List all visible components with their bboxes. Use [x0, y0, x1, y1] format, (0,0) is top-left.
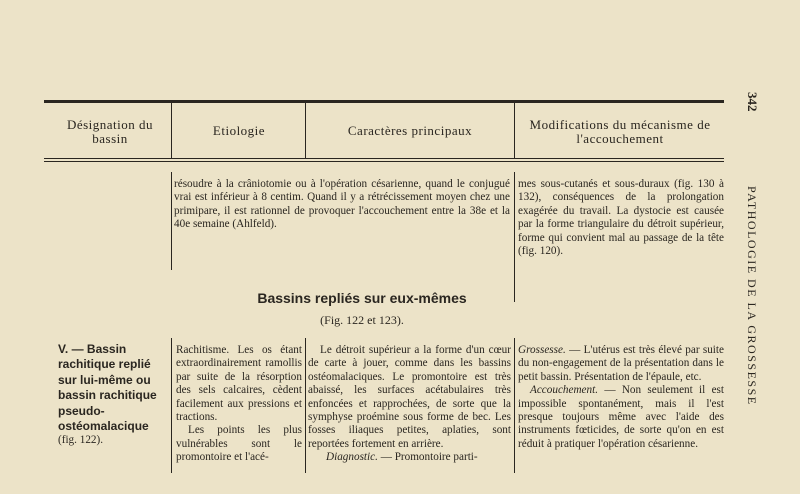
- row-v-etiologie-p2: Les points les plus vulnérables sont le promontoire et l'acé-: [176, 424, 302, 464]
- row-v-caracteres-text: Le détroit supérieur a la forme d'un cœur de carte à jouer, comme dans les bassins ostéomalaciques. Le promontoire est très abaissé, les surfaces acétabulaires très enfoncées et rapprochées, de sorte que la symphyse proémine sous forme de bec. Les fosses iliaques petites, aplaties, sont reportées fortement en arrière.: [308, 344, 511, 450]
- row-v-grossesse: [518, 344, 724, 384]
- header-caracteres: Caractères principaux: [347, 123, 473, 138]
- table-header-bottom-rule: [44, 158, 724, 159]
- header-divider-3: [514, 103, 515, 158]
- row-v-accouchement-text: — Non seulement il est impossible spontanément, mais il l'est presque toujours même avec l'aide des instruments fœticides, de sorte qu'on en est réduit à pratiquer l'opération césarienne.: [518, 384, 724, 450]
- row-v-divider-3: [514, 338, 515, 473]
- section-subtitle: (Fig. 122 et 123).: [320, 313, 404, 327]
- header-divider-2: [305, 103, 306, 158]
- page-number: 342: [745, 92, 760, 112]
- row-v-accouchement: [518, 384, 724, 451]
- header-designation: Désignation du bassin: [66, 117, 154, 146]
- header-divider-1: [171, 103, 172, 158]
- continued-caracteres-text: résoudre à la crâniotomie ou à l'opération césarienne, quand le conjugué vrai est inférieur à 8 centim. Quand il y a rétrécissement moyen chez une primipare, il est rationnel de provoquer l'accouchement entre la 38e et la 40e semaine (Ahlfeld).: [174, 178, 510, 231]
- table-top-rule: [44, 100, 724, 103]
- row-v-diagnostic-label: Diagnostic.: [326, 451, 378, 464]
- continued-caracteres: [174, 178, 510, 232]
- continued-modifications: [518, 178, 724, 258]
- row-v-modifications: [518, 344, 724, 451]
- row-v-etiologie: [176, 344, 302, 465]
- header-modifications: Modifications du mécanisme de l'accouchement: [529, 117, 711, 146]
- row-v-caracteres: [308, 344, 511, 465]
- row-v-diagnostic-text: — Promontoire parti-: [380, 451, 478, 464]
- row-v-designation-title: V. — Bassin rachitique replié sur lui-même ou bassin rachitique pseudo-ostéomalacique: [58, 342, 157, 434]
- continued-modifications-text: mes sous-cutanés et sous-duraux (fig. 130 à 132), conséquences de la prolongation exagérée du travail. La dystocie est causée par la forme triangulaire du détroit supérieur, forme qui convient mal au passage de la tête (fig. 120).: [518, 178, 724, 258]
- row-v-divider-2: [305, 338, 306, 473]
- row-v-etiologie-p1: Rachitisme. Les os étant extraordinairement ramollis par suite de la résorption des sels calcaires, cèdent facilement aux pressions et tractions.: [176, 344, 302, 424]
- row-v-designation: [58, 342, 168, 448]
- continued-divider-1: [171, 172, 172, 270]
- row-v-grossesse-label: Grossesse.: [518, 344, 566, 356]
- row-v-divider-1: [171, 338, 172, 473]
- row-v-diagnostic: [308, 451, 511, 464]
- row-v-designation-ref: (fig. 122).: [58, 434, 104, 447]
- section-title: Bassins repliés sur eux-mêmes: [257, 290, 467, 306]
- header-etiologie: Etiologie: [212, 123, 266, 138]
- table-header-bottom-rule-2: [44, 161, 724, 162]
- row-v-accouchement-label: Accouchement.: [530, 384, 599, 397]
- running-header: PATHOLOGIE DE LA GROSSESSE: [745, 186, 759, 406]
- continued-divider-2: [514, 172, 515, 302]
- row-v-grossesse-text: — L'utérus est très élevé par suite du non-engagement de la présentation dans le petit bassin. Présentation de l'épaule, etc.: [518, 344, 724, 383]
